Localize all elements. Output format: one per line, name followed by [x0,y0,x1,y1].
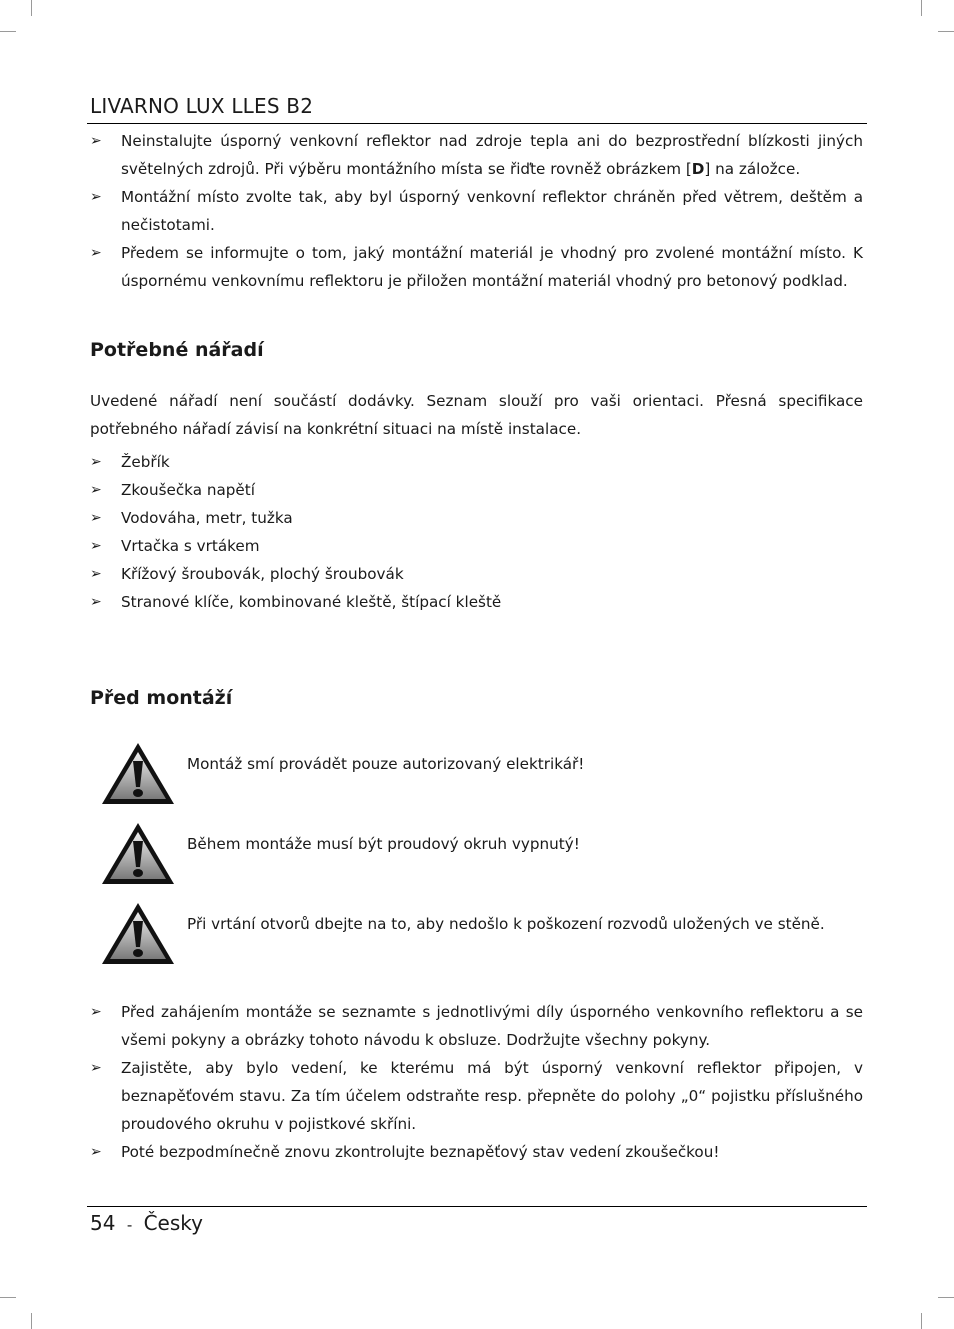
crop-mark [938,1297,954,1298]
list-item [90,1054,863,1138]
tool-item: Křížový šroubovák, plochý šroubovák [121,565,404,583]
tool-item: Zkoušečka napětí [121,481,255,499]
arrow-bullet-icon: ➢ [90,133,102,149]
crop-mark [921,0,922,16]
list-item [90,504,863,532]
tool-item: Žebřík [121,453,170,471]
list-item [90,1138,863,1166]
tools-list [90,448,863,616]
warning-text: Při vrtání otvorů dbejte na to, aby nedošlo k poškození rozvodů uložených ve stěně. [187,915,825,933]
warning-row [100,821,860,885]
warning-triangle-icon [100,821,176,887]
list-item [90,476,863,504]
arrow-bullet-icon: ➢ [90,189,102,205]
bullet-text: Před zahájením montáže se seznamte s jednotlivými díly úsporného venkovního reflektoru a se všemi pokyny a obrázky tohoto návodu k obsluze. Dodržujte všechny pokyny. [121,1003,863,1049]
arrow-bullet-icon: ➢ [90,1144,102,1160]
arrow-bullet-icon: ➢ [90,1004,102,1020]
list-item [90,588,863,616]
bullet-text: Zajistěte, aby bylo vedení, ke kterému má být úsporný venkovní reflektor připojen, v beznapěťovém stavu. Za tím účelem odstraňte resp. přepněte do polohy „0“ pojistku příslušného proudového okruhu v pojistkové skříni. [121,1059,863,1133]
footer-language: Česky [143,1211,203,1235]
figure-reference: D [691,160,705,178]
bullet-text: Poté bezpodmínečně znovu zkontrolujte beznapěťový stav vedení zkoušečkou! [121,1143,720,1161]
tool-item: Vrtačka s vrtákem [121,537,260,555]
arrow-bullet-icon: ➢ [90,566,102,582]
list-item [90,127,863,183]
arrow-bullet-icon: ➢ [90,538,102,554]
footer-separator: - [126,1216,133,1234]
tool-item: Stranové klíče, kombinované kleště, štípací kleště [121,593,502,611]
warning-row [100,741,860,805]
crop-mark [31,0,32,16]
arrow-bullet-icon: ➢ [90,594,102,610]
bullet-text: Předem se informujte o tom, jaký montážní materiál je vhodný pro zvolené montážní místo. K úspornému venkovnímu reflektoru je přiložen montážní materiál vhodný pro betonový podklad. [121,244,863,290]
bullet-text-part: Neinstalujte úsporný venkovní reflektor nad zdroje tepla ani do bezprostřední blízkosti jiných světelných zdrojů. Při výběru montážního místa se řiďte rovněž obrázkem [ [121,132,863,178]
document-header-title: LIVARNO LUX LLES B2 [90,94,314,118]
crop-mark [0,1297,16,1298]
list-item [90,239,863,295]
warning-text: Během montáže musí být proudový okruh vypnutý! [187,835,580,853]
intro-bullet-list [90,127,863,295]
page-footer [90,1211,203,1235]
arrow-bullet-icon: ➢ [90,245,102,261]
bullet-text: Montážní místo zvolte tak, aby byl úsporný venkovní reflektor chráněn před větrem, deštěm a nečistotami. [121,188,863,234]
page-number: 54 [90,1211,116,1235]
crop-mark [31,1313,32,1329]
arrow-bullet-icon: ➢ [90,510,102,526]
crop-mark [938,31,954,32]
list-item [90,560,863,588]
footer-divider [87,1206,867,1207]
bullet-text-part: ] na záložce. [704,160,801,178]
tools-intro-paragraph: Uvedené nářadí není součástí dodávky. Seznam slouží pro vaši orientaci. Přesná specifikace potřebného nářadí závisí na konkrétní situaci na místě instalace. [90,392,863,438]
arrow-bullet-icon: ➢ [90,454,102,470]
before-mounting-bullet-list [90,998,863,1166]
arrow-bullet-icon: ➢ [90,482,102,498]
warning-text: Montáž smí provádět pouze autorizovaný elektrikář! [187,755,585,773]
list-item [90,532,863,560]
list-item [90,183,863,239]
warning-triangle-icon [100,741,176,807]
header-divider [87,123,867,124]
list-item [90,448,863,476]
crop-mark [0,31,16,32]
warning-triangle-icon [100,901,176,967]
crop-mark [921,1313,922,1329]
list-item [90,998,863,1054]
section-heading-tools: Potřebné nářadí [90,339,264,361]
warning-row [100,901,860,965]
section-heading-before-mounting: Před montáží [90,687,233,709]
arrow-bullet-icon: ➢ [90,1060,102,1076]
tool-item: Vodováha, metr, tužka [121,509,293,527]
